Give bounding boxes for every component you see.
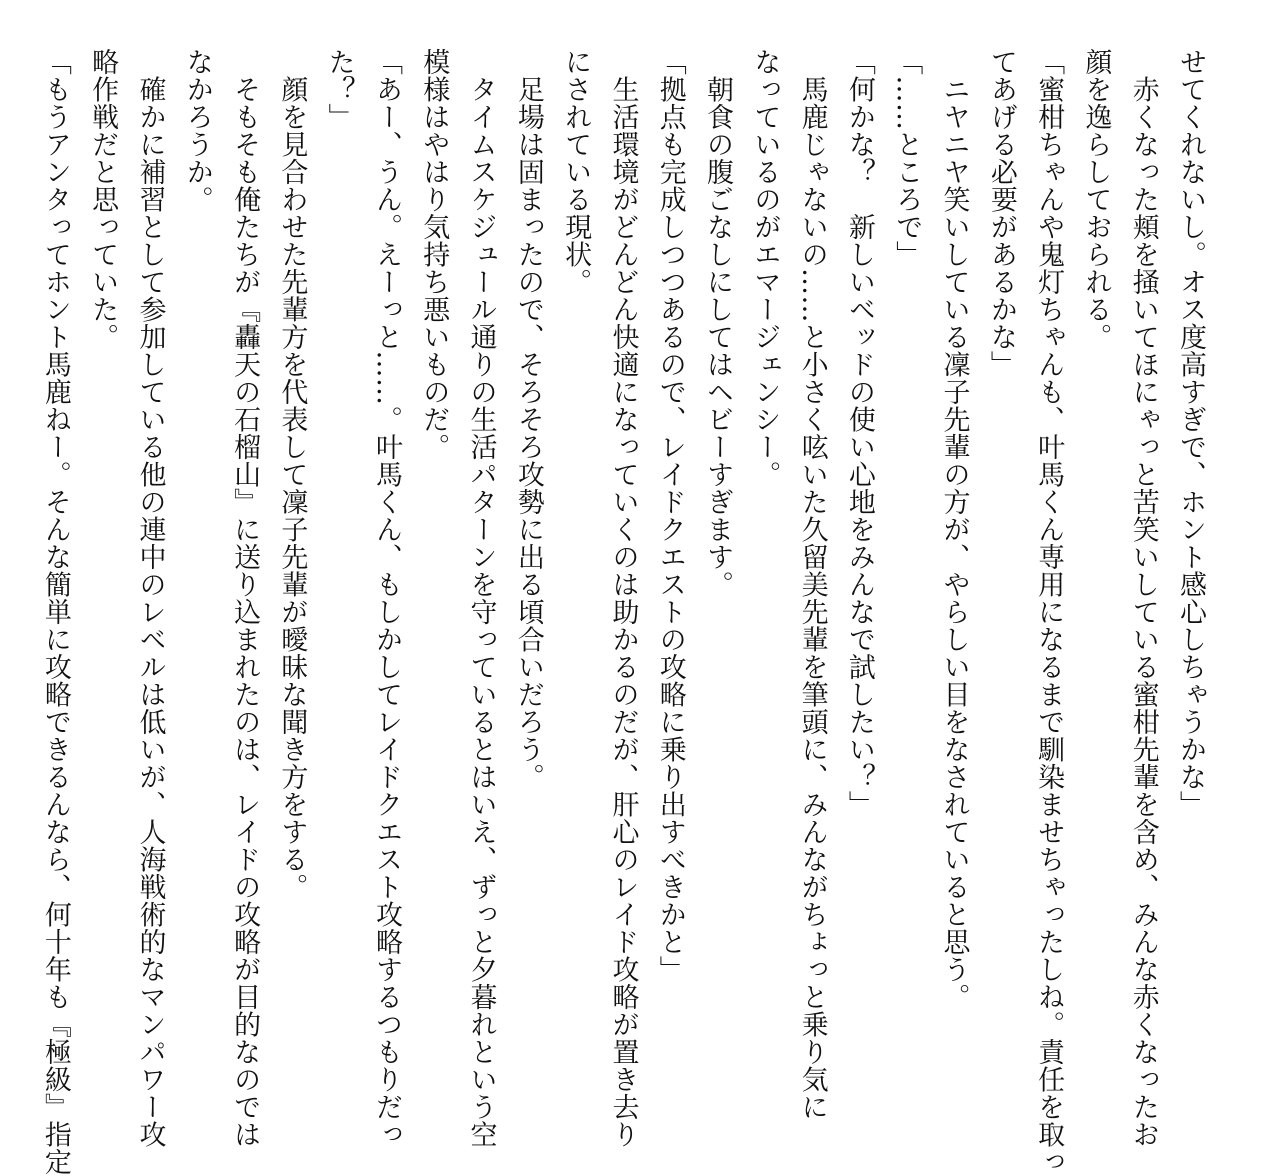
text-line-17: 模様はやはり気持ち悪いものだ。 [418, 48, 450, 461]
text-line-19: た？」 [323, 48, 355, 131]
text-line-15: 足場は固まったので、そろそろ攻勢に出る頃合いだろう。 [512, 48, 544, 791]
text-line-5: てあげる必要があるかな」 [985, 48, 1017, 378]
text-line-25: 「もうアンタってホント馬鹿ねー。そんな簡単に攻略できるんなら、何十年も『極級』指定 [39, 48, 71, 1176]
text-line-11: 朝食の腹ごなしにしてはヘビーすぎます。 [702, 48, 734, 598]
text-line-18: 「あー、うん。えーっと……。叶馬くん、もしかしてレイドクエスト攻略するつもりだっ [370, 48, 402, 1148]
text-line-13: 生活環境がどんどん快適になっていくのは助かるのだが、肝心のレイド攻略が置き去り [607, 48, 639, 1148]
text-line-4: 「蜜柑ちゃんや鬼灯ちゃんも、叶馬くん専用になるまで馴染ませちゃったしね。責任を取っ [1033, 48, 1065, 1176]
text-line-1: せてくれないし。オス度高すぎで、ホント感心しちゃうかな」 [1175, 48, 1206, 818]
text-line-8: 「何かな？ 新しいベッドの使い心地をみんなで試したい？」 [843, 48, 875, 818]
text-line-23: 確かに補習として参加している他の連中のレベルは低いが、人海戦術的なマンパワー攻 [134, 48, 166, 1148]
text-line-9: 馬鹿じゃないの……と小さく呟いた久留美先輩を筆頭に、みんながちょっと乗り気に [796, 48, 828, 1121]
text-line-6: ニヤニヤ笑いしている凜子先輩の方が、やらしい目をなされていると思う。 [938, 48, 970, 1011]
text-line-21: そもそも俺たちが『轟天の石榴山』に送り込まれたのは、レイドの攻略が目的なのでは [229, 48, 261, 1148]
text-line-14: にされている現状。 [560, 48, 592, 296]
vertical-text-body [32, 48, 1214, 1176]
text-line-20: 顔を見合わせた先輩方を代表して凜子先輩が曖昧な聞き方をする。 [276, 48, 308, 901]
text-line-12: 「拠点も完成しつつあるので、レイドクエストの攻略に乗り出すべきかと」 [654, 48, 686, 983]
text-line-3: 顔を逸らしておられる。 [1080, 48, 1112, 351]
text-line-24: 略作戦だと思っていた。 [87, 48, 119, 351]
text-line-16: タイムスケジュール通りの生活パターンを守っているとはいえ、ずっと夕暮れという空 [465, 48, 497, 1148]
text-line-7: 「……ところで」 [891, 48, 923, 268]
text-line-22: なかろうか。 [181, 48, 213, 213]
text-line-10: なっているのがエマージェンシー。 [749, 48, 781, 488]
text-line-2: 赤くなった頬を掻いてほにゃっと苦笑いしている蜜柑先輩を含め、みんな赤くなったお [1127, 48, 1159, 1148]
